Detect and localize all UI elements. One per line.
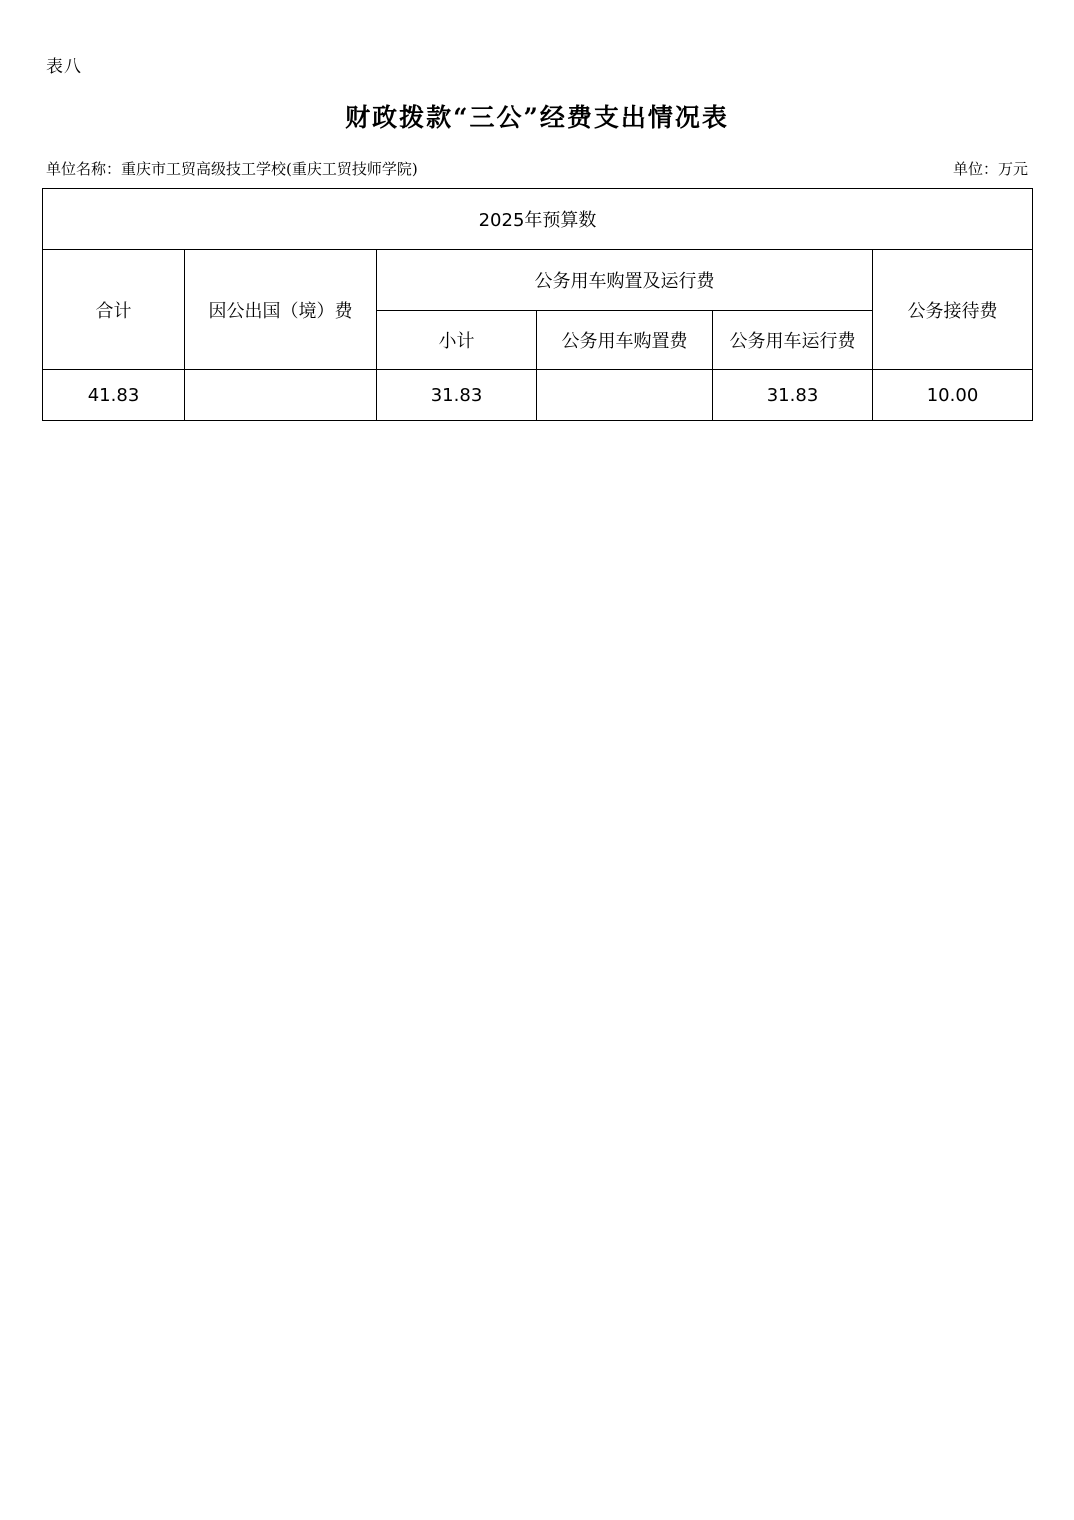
column-header-vehicle-operation: 公务用车运行费 (713, 311, 873, 370)
page-title: 财政拨款“三公”经费支出情况表 (345, 103, 729, 132)
budget-table (42, 188, 1033, 421)
unit-name: 单位名称：重庆市工贸高级技工学校(重庆工贸技师学院) (46, 160, 418, 178)
cell-total: 41.83 (43, 370, 185, 421)
table-row-year-header (43, 189, 1033, 250)
cell-vehicle-operation: 31.83 (713, 370, 873, 421)
year-header-cell: 2025年预算数 (43, 189, 1033, 250)
sheet-label: 表八 (46, 57, 82, 77)
group-header-vehicle: 公务用车购置及运行费 (377, 250, 873, 311)
column-header-overseas: 因公出国（境）费 (185, 250, 377, 370)
column-header-vehicle-subtotal: 小计 (377, 311, 537, 370)
cell-overseas (185, 370, 377, 421)
cell-vehicle-purchase (537, 370, 713, 421)
cell-reception: 10.00 (873, 370, 1033, 421)
meta-row (46, 158, 1028, 179)
column-header-total: 合计 (43, 250, 185, 370)
column-header-reception: 公务接待费 (873, 250, 1033, 370)
table-row-group-header (43, 250, 1033, 311)
column-header-vehicle-purchase: 公务用车购置费 (537, 311, 713, 370)
table-row (43, 370, 1033, 421)
cell-vehicle-subtotal: 31.83 (377, 370, 537, 421)
amount-unit: 单位：万元 (952, 160, 1028, 178)
